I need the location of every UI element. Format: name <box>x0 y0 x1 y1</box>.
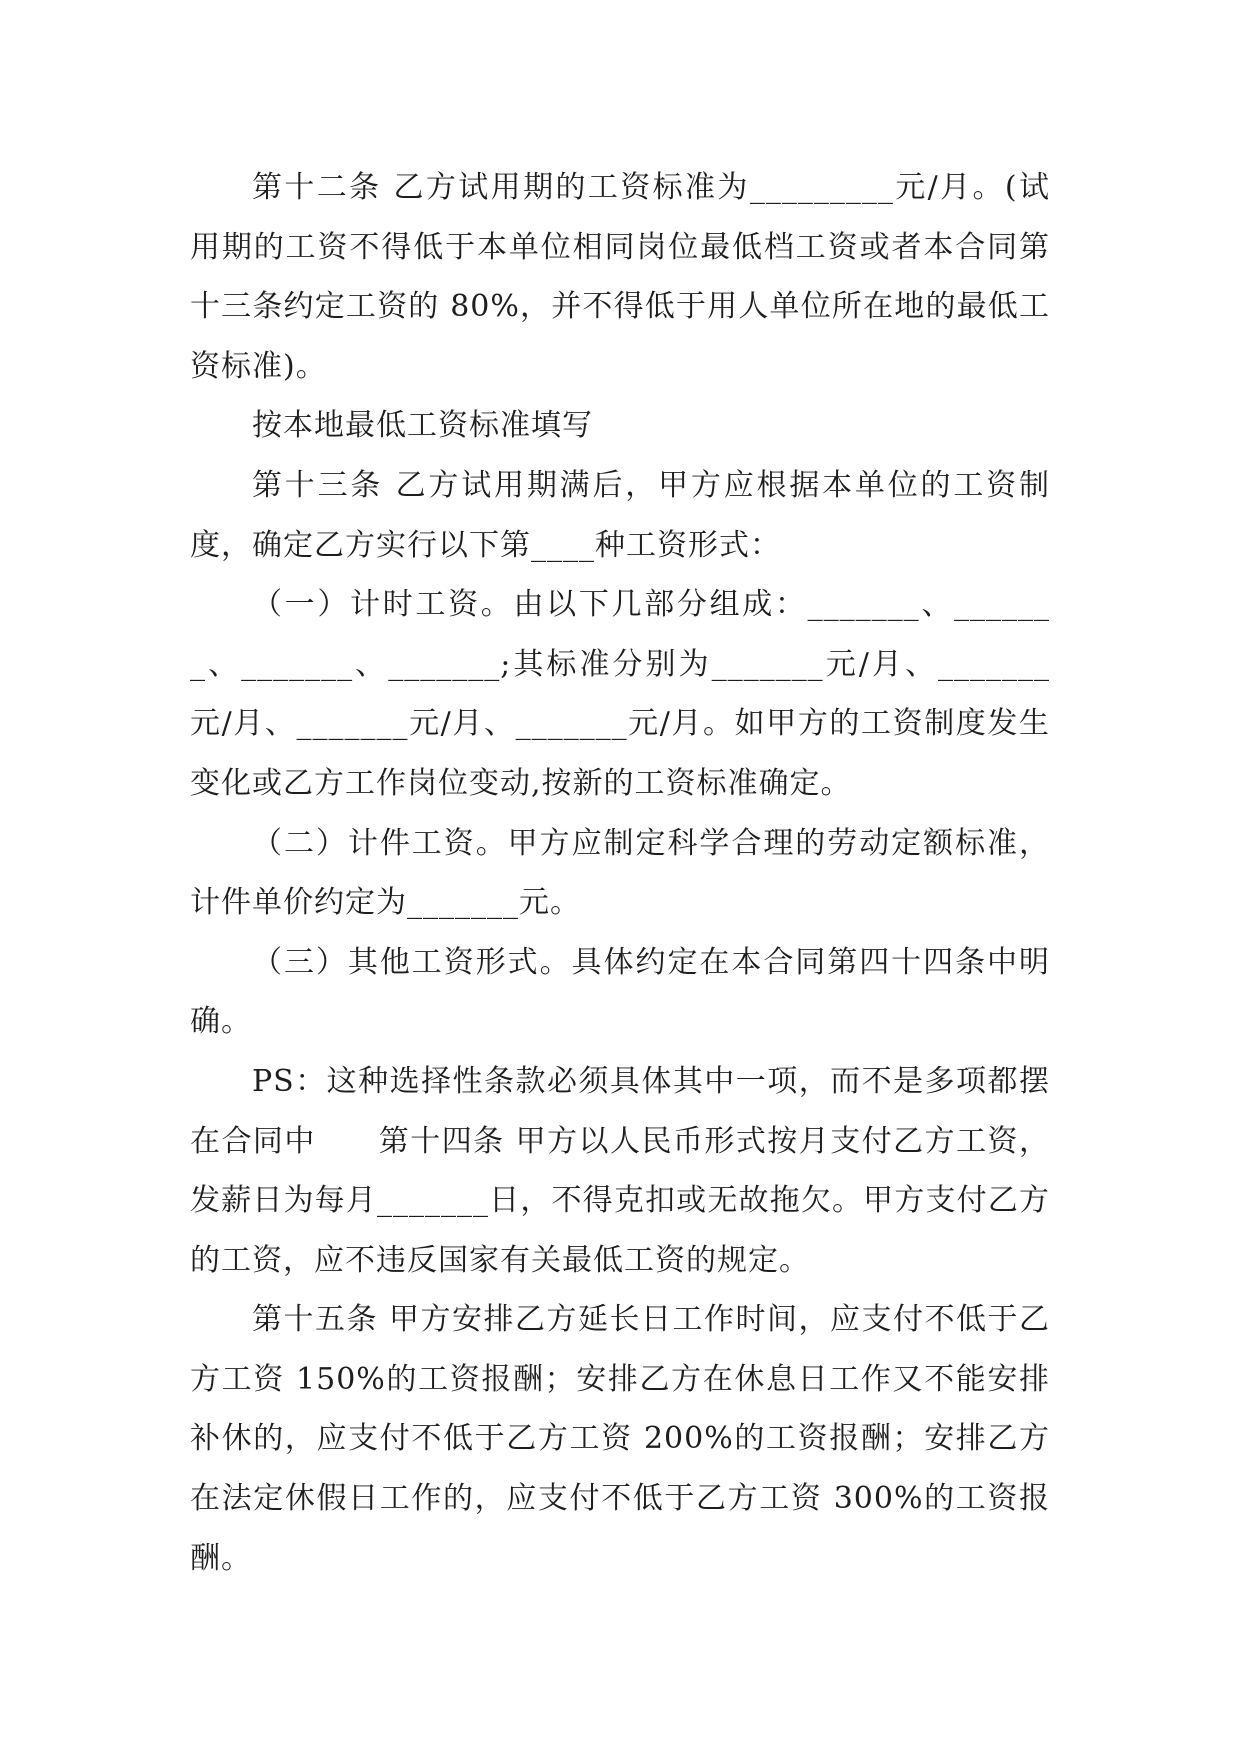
minimum-wage-note: 按本地最低工资标准填写 <box>252 408 593 444</box>
ps-article-14-paragraph: PS：这种选择性条款必须具体其中一项，而不是多项都摆在合同中 第十四条 甲方以人民币形式按月支付乙方工资，发薪日为每月_______日，不得克扣或无故拖欠。甲方支付乙方的工资，应不违反国家有关最低工资的规定。 <box>190 1063 1050 1278</box>
article-15-paragraph: 第十五条 甲方安排乙方延长日工作时间，应支付不低于乙方工资 150%的工资报酬；安排乙方在休息日工作又不能安排补休的，应支付不低于乙方工资 200%的工资报酬；安排乙方在法定休假日工作的，应支付不低于乙方工资 300%的工资报酬。 <box>190 1302 1050 1576</box>
other-wage-paragraph: （三）其他工资形式。具体约定在本合同第四十四条中明确。 <box>190 944 1050 1040</box>
time-wage-paragraph: （一）计时工资。由以下几部分组成：_______、_______、_______、_______;其标准分别为_______元/月、_______元/月、_______元/月、_______元/月。如甲方的工资制度发生变化或乙方工作岗位变动,按新的工资标准确定。 <box>190 587 1050 801</box>
contract-text <box>190 158 1050 1588</box>
article-13-paragraph: 第十三条 乙方试用期满后，甲方应根据本单位的工资制度，确定乙方实行以下第____种工资形式： <box>190 467 1050 563</box>
piece-wage-paragraph: （二）计件工资。甲方应制定科学合理的劳动定额标准，计件单价约定为_______元。 <box>190 825 1050 921</box>
article-12-paragraph: 第十二条 乙方试用期的工资标准为_________元/月。(试用期的工资不得低于本单位相同岗位最低档工资或者本合同第十三条约定工资的 80%，并不得低于用人单位所在地的最低工资标准)。 <box>190 170 1050 384</box>
